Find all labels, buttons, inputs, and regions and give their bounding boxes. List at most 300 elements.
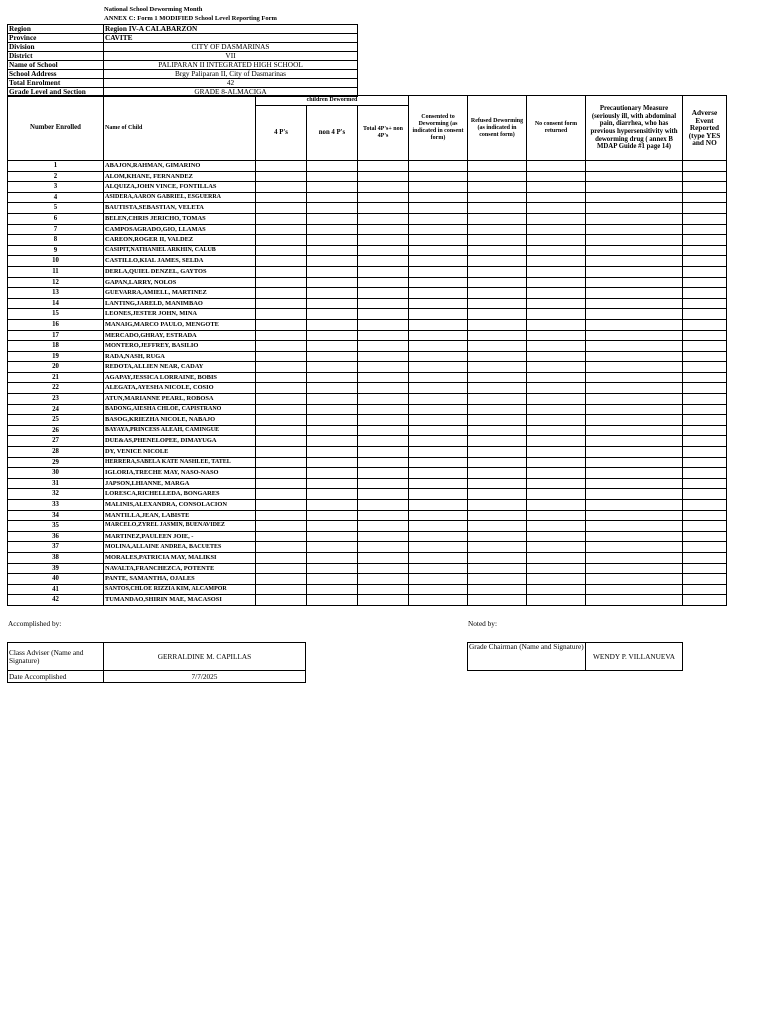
entry-cell[interactable] [409,552,468,563]
entry-cell[interactable] [683,309,727,320]
entry-cell[interactable] [307,457,358,468]
entry-cell[interactable] [527,500,586,511]
entry-cell[interactable] [307,584,358,595]
entry-cell[interactable] [256,563,307,574]
entry-cell[interactable] [683,542,727,553]
entry-cell[interactable] [409,288,468,299]
entry-cell[interactable] [586,245,683,256]
entry-cell[interactable] [468,171,527,182]
entry-cell[interactable] [527,563,586,574]
entry-cell[interactable] [307,394,358,405]
entry-cell[interactable] [358,224,409,235]
entry-cell[interactable] [307,542,358,553]
entry-cell[interactable] [358,319,409,330]
entry-cell[interactable] [586,182,683,193]
entry-cell[interactable] [468,500,527,511]
entry-cell[interactable] [527,595,586,606]
entry-cell[interactable] [527,351,586,362]
entry-cell[interactable] [358,531,409,542]
entry-cell[interactable] [586,224,683,235]
entry-cell[interactable] [307,277,358,288]
entry-cell[interactable] [468,574,527,585]
entry-cell[interactable] [409,542,468,553]
entry-cell[interactable] [307,383,358,394]
entry-cell[interactable] [586,574,683,585]
entry-cell[interactable] [527,552,586,563]
entry-cell[interactable] [409,457,468,468]
entry-cell[interactable] [683,584,727,595]
entry-cell[interactable] [468,531,527,542]
entry-cell[interactable] [358,362,409,373]
entry-cell[interactable] [586,203,683,214]
entry-cell[interactable] [409,510,468,521]
entry-cell[interactable] [468,383,527,394]
entry-cell[interactable] [683,161,727,172]
entry-cell[interactable] [468,203,527,214]
entry-cell[interactable] [256,182,307,193]
entry-cell[interactable] [683,171,727,182]
entry-cell[interactable] [527,330,586,341]
entry-cell[interactable] [358,161,409,172]
entry-cell[interactable] [468,542,527,553]
entry-cell[interactable] [307,171,358,182]
entry-cell[interactable] [527,235,586,246]
entry-cell[interactable] [586,362,683,373]
entry-cell[interactable] [468,457,527,468]
entry-cell[interactable] [409,521,468,532]
entry-cell[interactable] [307,404,358,415]
entry-cell[interactable] [409,161,468,172]
entry-cell[interactable] [307,489,358,500]
entry-cell[interactable] [683,510,727,521]
entry-cell[interactable] [586,425,683,436]
entry-cell[interactable] [468,309,527,320]
entry-cell[interactable] [409,224,468,235]
entry-cell[interactable] [683,277,727,288]
entry-cell[interactable] [409,563,468,574]
entry-cell[interactable] [307,552,358,563]
entry-cell[interactable] [468,245,527,256]
entry-cell[interactable] [468,298,527,309]
entry-cell[interactable] [586,394,683,405]
entry-cell[interactable] [586,256,683,267]
entry-cell[interactable] [683,372,727,383]
entry-cell[interactable] [409,319,468,330]
entry-cell[interactable] [307,372,358,383]
entry-cell[interactable] [409,584,468,595]
entry-cell[interactable] [256,415,307,426]
entry-cell[interactable] [683,266,727,277]
entry-cell[interactable] [527,171,586,182]
entry-cell[interactable] [683,383,727,394]
entry-cell[interactable] [683,415,727,426]
entry-cell[interactable] [468,277,527,288]
entry-cell[interactable] [468,415,527,426]
entry-cell[interactable] [256,394,307,405]
entry-cell[interactable] [307,521,358,532]
entry-cell[interactable] [307,203,358,214]
entry-cell[interactable] [586,372,683,383]
entry-cell[interactable] [468,330,527,341]
entry-cell[interactable] [586,319,683,330]
entry-cell[interactable] [256,213,307,224]
entry-cell[interactable] [468,341,527,352]
entry-cell[interactable] [409,447,468,458]
entry-cell[interactable] [256,468,307,479]
entry-cell[interactable] [527,436,586,447]
entry-cell[interactable] [409,478,468,489]
entry-cell[interactable] [468,351,527,362]
entry-cell[interactable] [358,552,409,563]
entry-cell[interactable] [527,489,586,500]
entry-cell[interactable] [409,171,468,182]
entry-cell[interactable] [586,436,683,447]
entry-cell[interactable] [468,288,527,299]
entry-cell[interactable] [256,235,307,246]
entry-cell[interactable] [527,224,586,235]
entry-cell[interactable] [527,394,586,405]
entry-cell[interactable] [683,256,727,267]
entry-cell[interactable] [307,245,358,256]
entry-cell[interactable] [468,224,527,235]
entry-cell[interactable] [586,383,683,394]
entry-cell[interactable] [409,298,468,309]
entry-cell[interactable] [586,298,683,309]
entry-cell[interactable] [256,192,307,203]
entry-cell[interactable] [307,235,358,246]
entry-cell[interactable] [358,330,409,341]
entry-cell[interactable] [256,447,307,458]
entry-cell[interactable] [468,468,527,479]
entry-cell[interactable] [586,341,683,352]
entry-cell[interactable] [307,309,358,320]
entry-cell[interactable] [586,288,683,299]
entry-cell[interactable] [256,298,307,309]
entry-cell[interactable] [256,478,307,489]
entry-cell[interactable] [256,330,307,341]
entry-cell[interactable] [358,182,409,193]
entry-cell[interactable] [409,394,468,405]
entry-cell[interactable] [307,298,358,309]
entry-cell[interactable] [527,245,586,256]
entry-cell[interactable] [307,341,358,352]
entry-cell[interactable] [307,161,358,172]
entry-cell[interactable] [409,531,468,542]
entry-cell[interactable] [527,256,586,267]
entry-cell[interactable] [256,277,307,288]
entry-cell[interactable] [358,478,409,489]
entry-cell[interactable] [683,436,727,447]
entry-cell[interactable] [256,404,307,415]
entry-cell[interactable] [683,351,727,362]
entry-cell[interactable] [683,404,727,415]
entry-cell[interactable] [468,372,527,383]
entry-cell[interactable] [586,447,683,458]
entry-cell[interactable] [586,510,683,521]
entry-cell[interactable] [468,521,527,532]
entry-cell[interactable] [256,510,307,521]
entry-cell[interactable] [409,468,468,479]
entry-cell[interactable] [256,224,307,235]
entry-cell[interactable] [307,595,358,606]
entry-cell[interactable] [683,457,727,468]
entry-cell[interactable] [683,245,727,256]
entry-cell[interactable] [586,584,683,595]
entry-cell[interactable] [358,245,409,256]
entry-cell[interactable] [307,425,358,436]
entry-cell[interactable] [683,521,727,532]
entry-cell[interactable] [527,584,586,595]
entry-cell[interactable] [307,288,358,299]
entry-cell[interactable] [586,542,683,553]
entry-cell[interactable] [527,203,586,214]
entry-cell[interactable] [586,500,683,511]
entry-cell[interactable] [468,489,527,500]
entry-cell[interactable] [527,468,586,479]
entry-cell[interactable] [358,542,409,553]
entry-cell[interactable] [683,531,727,542]
entry-cell[interactable] [409,372,468,383]
entry-cell[interactable] [586,161,683,172]
entry-cell[interactable] [409,245,468,256]
entry-cell[interactable] [527,341,586,352]
entry-cell[interactable] [683,203,727,214]
entry-cell[interactable] [256,319,307,330]
entry-cell[interactable] [527,213,586,224]
entry-cell[interactable] [358,447,409,458]
entry-cell[interactable] [358,277,409,288]
entry-cell[interactable] [256,552,307,563]
entry-cell[interactable] [527,277,586,288]
entry-cell[interactable] [256,500,307,511]
entry-cell[interactable] [586,171,683,182]
entry-cell[interactable] [683,500,727,511]
entry-cell[interactable] [468,425,527,436]
entry-cell[interactable] [468,235,527,246]
entry-cell[interactable] [256,595,307,606]
entry-cell[interactable] [527,542,586,553]
entry-cell[interactable] [256,171,307,182]
entry-cell[interactable] [468,161,527,172]
entry-cell[interactable] [256,436,307,447]
entry-cell[interactable] [256,266,307,277]
entry-cell[interactable] [409,341,468,352]
entry-cell[interactable] [468,192,527,203]
entry-cell[interactable] [307,415,358,426]
entry-cell[interactable] [307,468,358,479]
entry-cell[interactable] [586,531,683,542]
entry-cell[interactable] [358,563,409,574]
entry-cell[interactable] [683,468,727,479]
entry-cell[interactable] [468,319,527,330]
entry-cell[interactable] [683,192,727,203]
entry-cell[interactable] [683,478,727,489]
entry-cell[interactable] [256,521,307,532]
entry-cell[interactable] [586,468,683,479]
entry-cell[interactable] [527,447,586,458]
entry-cell[interactable] [468,362,527,373]
entry-cell[interactable] [683,224,727,235]
entry-cell[interactable] [468,182,527,193]
entry-cell[interactable] [527,404,586,415]
entry-cell[interactable] [527,161,586,172]
entry-cell[interactable] [358,425,409,436]
entry-cell[interactable] [527,425,586,436]
entry-cell[interactable] [409,404,468,415]
entry-cell[interactable] [586,489,683,500]
entry-cell[interactable] [527,531,586,542]
entry-cell[interactable] [358,213,409,224]
entry-cell[interactable] [358,298,409,309]
entry-cell[interactable] [409,415,468,426]
entry-cell[interactable] [358,415,409,426]
entry-cell[interactable] [358,521,409,532]
entry-cell[interactable] [256,256,307,267]
entry-cell[interactable] [468,394,527,405]
entry-cell[interactable] [256,245,307,256]
entry-cell[interactable] [468,478,527,489]
entry-cell[interactable] [256,203,307,214]
entry-cell[interactable] [409,436,468,447]
entry-cell[interactable] [358,309,409,320]
entry-cell[interactable] [409,362,468,373]
entry-cell[interactable] [307,447,358,458]
entry-cell[interactable] [586,457,683,468]
entry-cell[interactable] [358,372,409,383]
entry-cell[interactable] [683,447,727,458]
entry-cell[interactable] [683,394,727,405]
entry-cell[interactable] [307,192,358,203]
entry-cell[interactable] [409,500,468,511]
entry-cell[interactable] [409,213,468,224]
entry-cell[interactable] [586,415,683,426]
entry-cell[interactable] [256,309,307,320]
entry-cell[interactable] [683,319,727,330]
entry-cell[interactable] [586,521,683,532]
entry-cell[interactable] [409,203,468,214]
entry-cell[interactable] [358,256,409,267]
entry-cell[interactable] [409,309,468,320]
entry-cell[interactable] [358,468,409,479]
entry-cell[interactable] [409,489,468,500]
entry-cell[interactable] [527,319,586,330]
entry-cell[interactable] [409,192,468,203]
entry-cell[interactable] [468,510,527,521]
entry-cell[interactable] [307,256,358,267]
entry-cell[interactable] [586,192,683,203]
entry-cell[interactable] [409,256,468,267]
entry-cell[interactable] [468,563,527,574]
entry-cell[interactable] [358,574,409,585]
entry-cell[interactable] [683,298,727,309]
entry-cell[interactable] [586,235,683,246]
entry-cell[interactable] [409,182,468,193]
entry-cell[interactable] [256,457,307,468]
entry-cell[interactable] [683,425,727,436]
entry-cell[interactable] [307,182,358,193]
entry-cell[interactable] [409,595,468,606]
entry-cell[interactable] [468,584,527,595]
entry-cell[interactable] [683,288,727,299]
entry-cell[interactable] [409,425,468,436]
entry-cell[interactable] [527,574,586,585]
entry-cell[interactable] [256,584,307,595]
entry-cell[interactable] [256,531,307,542]
entry-cell[interactable] [683,489,727,500]
entry-cell[interactable] [468,447,527,458]
entry-cell[interactable] [307,330,358,341]
entry-cell[interactable] [307,351,358,362]
entry-cell[interactable] [527,383,586,394]
entry-cell[interactable] [409,277,468,288]
entry-cell[interactable] [683,362,727,373]
entry-cell[interactable] [527,415,586,426]
entry-cell[interactable] [256,288,307,299]
entry-cell[interactable] [468,266,527,277]
entry-cell[interactable] [358,288,409,299]
entry-cell[interactable] [256,425,307,436]
entry-cell[interactable] [307,500,358,511]
entry-cell[interactable] [683,330,727,341]
entry-cell[interactable] [358,203,409,214]
entry-cell[interactable] [256,574,307,585]
entry-cell[interactable] [586,266,683,277]
entry-cell[interactable] [409,383,468,394]
entry-cell[interactable] [527,372,586,383]
entry-cell[interactable] [683,213,727,224]
entry-cell[interactable] [468,256,527,267]
entry-cell[interactable] [256,383,307,394]
entry-cell[interactable] [586,563,683,574]
entry-cell[interactable] [358,436,409,447]
entry-cell[interactable] [358,235,409,246]
entry-cell[interactable] [527,457,586,468]
entry-cell[interactable] [307,478,358,489]
entry-cell[interactable] [586,213,683,224]
entry-cell[interactable] [409,351,468,362]
entry-cell[interactable] [527,288,586,299]
entry-cell[interactable] [527,309,586,320]
entry-cell[interactable] [358,383,409,394]
entry-cell[interactable] [683,341,727,352]
entry-cell[interactable] [358,341,409,352]
entry-cell[interactable] [409,574,468,585]
entry-cell[interactable] [683,552,727,563]
entry-cell[interactable] [468,404,527,415]
entry-cell[interactable] [468,595,527,606]
entry-cell[interactable] [358,595,409,606]
entry-cell[interactable] [527,478,586,489]
entry-cell[interactable] [586,330,683,341]
entry-cell[interactable] [527,362,586,373]
entry-cell[interactable] [586,404,683,415]
entry-cell[interactable] [409,266,468,277]
entry-cell[interactable] [256,161,307,172]
entry-cell[interactable] [527,510,586,521]
entry-cell[interactable] [307,213,358,224]
entry-cell[interactable] [358,192,409,203]
entry-cell[interactable] [468,552,527,563]
entry-cell[interactable] [527,182,586,193]
entry-cell[interactable] [586,478,683,489]
entry-cell[interactable] [527,192,586,203]
entry-cell[interactable] [527,521,586,532]
entry-cell[interactable] [256,489,307,500]
entry-cell[interactable] [307,319,358,330]
entry-cell[interactable] [256,341,307,352]
entry-cell[interactable] [586,552,683,563]
entry-cell[interactable] [256,372,307,383]
